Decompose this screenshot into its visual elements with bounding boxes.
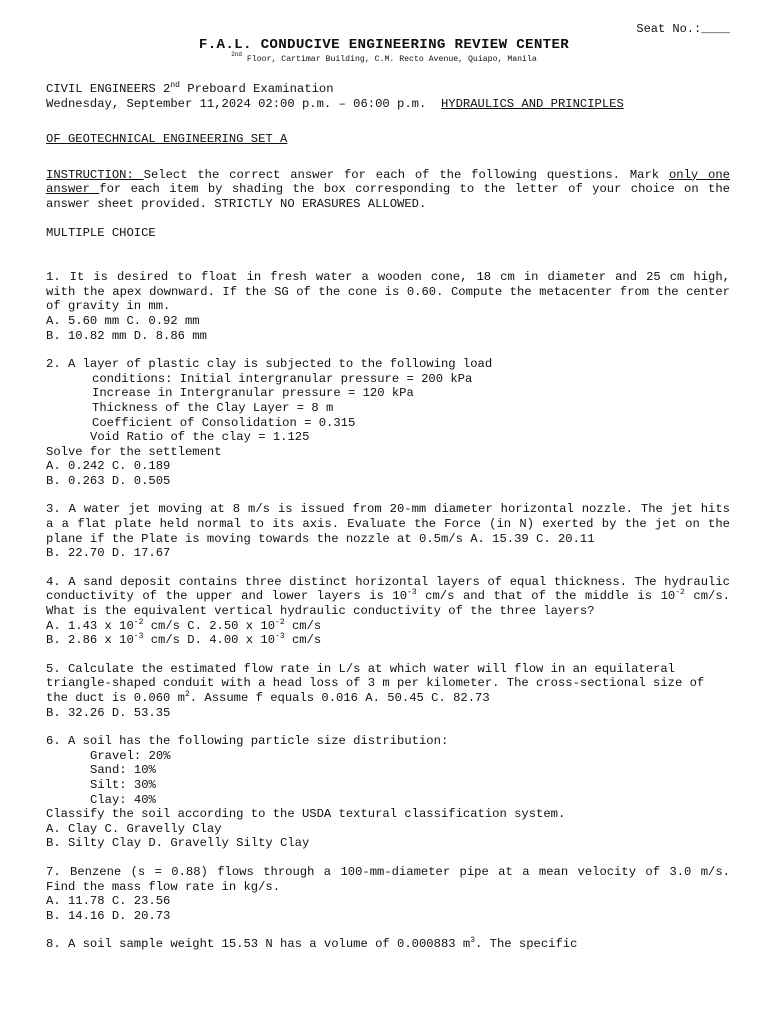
q4-choices-b xyxy=(46,633,730,648)
q4-b-exp-1: -3 xyxy=(133,632,144,642)
instruction-text-1: Select the correct answer for each of the following questions. Mark xyxy=(143,167,669,182)
exam-datetime-line xyxy=(46,97,730,112)
exam-name xyxy=(46,82,730,97)
exam-subject-b: OF GEOTECHNICAL ENGINEERING SET A xyxy=(46,132,288,147)
q7-choices-b: B. 14.16 D. 20.73 xyxy=(46,908,171,923)
q4-b-exp-2: -3 xyxy=(275,632,285,642)
exam-name-sup: nd xyxy=(170,81,180,90)
seat-number: Seat No.:____ xyxy=(636,22,730,36)
q2-choices-a: A. 0.242 C. 0.189 xyxy=(46,459,171,474)
exam-name-pre: CIVIL ENGINEERS 2 xyxy=(46,82,171,96)
exam-datetime: Wednesday, September 11,2024 02:00 p.m. – 06:00 p.m. xyxy=(46,96,441,111)
address-floor-sup: 2nd xyxy=(231,51,242,58)
section-heading: MULTIPLE CHOICE xyxy=(46,225,156,240)
q2-condition-5: Void Ratio of the clay = 1.125 xyxy=(90,430,310,445)
q4-text-3: cm/s. What is the equivalent vertical hydraulic conductivity of the three layers? xyxy=(46,589,730,619)
question-1: 1. It is desired to float in fresh water a wooden cone, 18 cm in diameter and 25 cm high, with the apex downward. If the SG of the cone is 0.60. Compute the metacenter from the center of gravity in mm. xyxy=(46,270,730,314)
q7-choices-a: A. 11.78 C. 23.56 xyxy=(46,894,171,909)
q6-gravel: Gravel: 20% xyxy=(90,748,171,763)
q4-a-3: cm/s xyxy=(284,618,322,633)
q2-choices-b: B. 0.263 D. 0.505 xyxy=(46,473,171,488)
q6-sand: Sand: 10% xyxy=(90,763,156,778)
q5-exp-1: 2 xyxy=(184,690,190,699)
question-3: 3. A water jet moving at 8 m/s is issued from 20-mm diameter horizontal nozzle. The jet hits a a flat plate held normal to its axis. Evaluate the Force (in N) exerted by the jet on the plane if the Plate is moving towards the nozzle at 0.5m/s A. 15.39 C. 20.11 xyxy=(46,502,730,546)
center-title: F.A.L. CONDUCIVE ENGINEERING REVIEW CENTER xyxy=(198,37,570,53)
q4-b-2: cm/s D. 4.00 x 10 xyxy=(143,633,276,648)
q6-ask: Classify the soil according to the USDA textural classification system. A. Clay C. Gravelly Clay xyxy=(46,807,566,836)
q4-choices-a xyxy=(46,619,730,634)
question-8 xyxy=(46,937,730,952)
q6-choices-b: B. Silty Clay D. Gravelly Silty Clay xyxy=(46,836,310,851)
q2-ask: Solve for the settlement xyxy=(46,444,222,459)
q8-exp-1: 3 xyxy=(470,936,476,946)
q1-choices-b: B. 10.82 mm D. 8.86 mm xyxy=(46,328,207,343)
question-2: 2. A layer of plastic clay is subjected to the following load xyxy=(46,357,493,372)
q2-condition-3: Thickness of the Clay Layer = 8 m xyxy=(92,400,334,415)
q6-silt: Silt: 30% xyxy=(90,777,156,792)
q1-choices-a: A. 5.60 mm C. 0.92 mm xyxy=(46,313,200,328)
q2-condition-1: conditions: Initial intergranular pressure = 200 kPa xyxy=(92,371,473,386)
center-address xyxy=(0,51,768,65)
q5-text-2: . Assume f equals 0.016 A. 50.45 C. 82.73 xyxy=(189,691,490,705)
q2-condition-2: Increase in Intergranular pressure = 120 kPa xyxy=(92,386,414,401)
exam-subject-a: HYDRAULICS AND PRINCIPLES xyxy=(440,96,624,111)
q4-b-1: B. 2.86 x 10 xyxy=(46,633,134,648)
question-4 xyxy=(46,575,730,619)
q5-choices-b: B. 32.26 D. 53.35 xyxy=(46,705,171,720)
q8-text-1: 8. A soil sample weight 15.53 N has a volume of 0.000883 m xyxy=(46,937,471,952)
question-5 xyxy=(46,662,730,706)
question-6: 6. A soil has the following particle size distribution: xyxy=(46,734,449,749)
q6-clay: Clay: 40% xyxy=(90,792,156,807)
instruction-label: INSTRUCTION: xyxy=(46,167,144,182)
q2-condition-4: Coefficient of Consolidation = 0.315 xyxy=(92,415,356,430)
instruction xyxy=(46,168,730,212)
q3-choices-b: B. 22.70 D. 17.67 xyxy=(46,546,171,561)
question-7: 7. Benzene (s = 0.88) flows through a 100-mm-diameter pipe at a mean velocity of 3.0 m/s. Find the mass flow rate in kg/s. xyxy=(46,864,730,894)
exam-name-post: Preboard Examination xyxy=(179,82,334,96)
q4-a-exp-2: -2 xyxy=(275,617,285,627)
instruction-text-2: for each item by shading the box corresponding to the letter of your choice on the answer sheet provided. STRICTLY NO ERASURES ALLOWED. xyxy=(46,182,730,211)
q4-a-2: cm/s C. 2.50 x 10 xyxy=(143,618,276,633)
q5-text-1: 5. Calculate the estimated flow rate in L/s at which water will flow in an equilateral triangle-shaped conduit with a head loss of 3 m per kilometer. The cross-sectional size of the duct is 0.060 m xyxy=(46,661,705,705)
instruction-emphasis: only one answer xyxy=(46,167,730,197)
q4-b-3: cm/s xyxy=(284,633,322,648)
q4-a-1: A. 1.43 x 10 xyxy=(46,618,134,633)
q4-exp-2: -2 xyxy=(675,588,685,598)
q8-text-2: . The specific xyxy=(475,937,578,952)
q4-a-exp-1: -2 xyxy=(133,617,144,627)
q4-exp-1: -3 xyxy=(407,588,417,598)
address-text: Floor, Cartimar Building, C.M. Recto Avenue, Quiapo, Manila xyxy=(242,55,537,64)
q4-text-1: 4. A sand deposit contains three distinct horizontal layers of equal thickness. The hydraulic conductivity of the upper and lower layers is 10 xyxy=(46,574,730,604)
exam-content xyxy=(46,82,730,952)
q4-text-2: cm/s and that of the middle is 10 xyxy=(416,589,676,604)
